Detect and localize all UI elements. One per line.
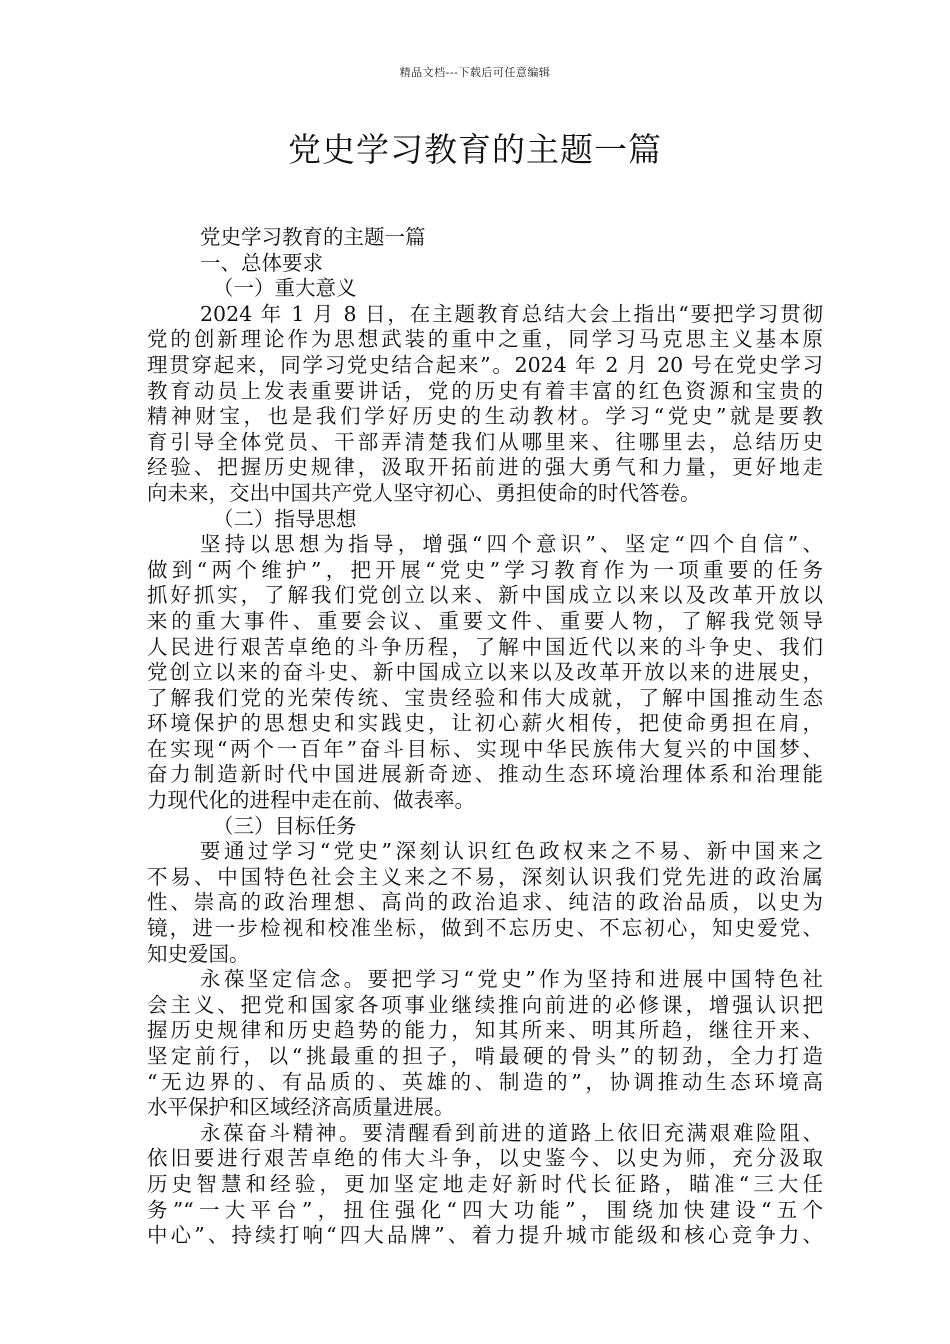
document-body [147, 225, 823, 1249]
body-line: 握历史规律和历史趋势的能力，知其所来、明其所趋，继往开来、 [147, 1018, 823, 1043]
body-line: 务”“一大平台”，扭住强化“四大功能”，围绕加快建设“五个 [147, 1197, 823, 1222]
body-line: 做到“两个维护”，把开展“党史”学习教育作为一项重要的任务 [147, 557, 823, 582]
body-line: 来的重大事件、重要会议、重要文件、重要人物，了解我党领导 [147, 608, 823, 633]
header-note: 精品文档---下载后可任意编辑 [399, 66, 551, 79]
body-line: 教育动员上发表重要讲话，党的历史有着丰富的红色资源和宝贵的 [147, 378, 823, 403]
body-line: 一、总体要求 [200, 250, 323, 275]
body-line: 中心”、持续打响“四大品牌”、着力提升城市能级和核心竞争力、 [147, 1223, 823, 1248]
body-line: 性、崇高的政治理想、高尚的政治追求、纯洁的政治品质，以史为 [147, 890, 823, 915]
body-line: 党史学习教育的主题一篇 [200, 225, 426, 249]
body-line: 不易、中国特色社会主义来之不易，深刻认识我们党先进的政治属 [147, 864, 823, 889]
body-line: 理贯穿起来，同学习党史结合起来”。2024 年 2 月 20 号在党史学习 [147, 352, 823, 377]
body-line: 环境保护的思想史和实践史，让初心薪火相传，把使命勇担在肩， [147, 711, 823, 736]
body-line: 坚持以思想为指导，增强“四个意识”、坚定“四个自信”、 [200, 532, 823, 557]
body-line: 知史爱国。 [147, 941, 250, 966]
body-line: 2024 年 1 月 8 日，在主题教育总结大会上指出“要把学习贯彻 [200, 301, 823, 326]
body-line: 在实现“两个一百年”奋斗目标、实现中华民族伟大复兴的中国梦、 [147, 736, 823, 761]
body-line: 党创立以来的奋斗史、新中国成立以来以及改革开放以来的进展史， [147, 660, 823, 685]
body-line: 经验、把握历史规律，汲取开拓前进的强大勇气和力量，更好地走 [147, 455, 823, 480]
document-title: 党史学习教育的主题一篇 [288, 130, 662, 169]
body-line: 水平保护和区域经济高质量进展。 [147, 1095, 455, 1120]
body-line: （一）重大意义 [213, 276, 357, 301]
body-line: 永葆奋斗精神。要清醒看到前进的道路上依旧充满艰难险阻、 [200, 1120, 823, 1145]
body-line: 会主义、把党和国家各项事业继续推向前进的必修课，增强认识把 [147, 992, 823, 1017]
body-line: 向未来，交出中国共产党人坚守初心、勇担使命的时代答卷。 [147, 480, 701, 505]
body-line: 历史智慧和经验，更加坚定地走好新时代长征路，瞄准“三大任 [147, 1171, 823, 1196]
body-line: 力现代化的进程中走在前、做表率。 [147, 788, 475, 813]
body-line: “无边界的、有品质的、英雄的、制造的”，协调推动生态环境高 [147, 1069, 823, 1094]
body-line: 抓好抓实，了解我们党创立以来、新中国成立以来以及改革开放以 [147, 583, 823, 608]
body-line: 育引导全体党员、干部弄清楚我们从哪里来、往哪里去，总结历史 [147, 429, 823, 454]
body-line: 人民进行艰苦卓绝的斗争历程，了解中国近代以来的斗争史、我们 [147, 634, 823, 659]
body-line: （三）目标任务 [213, 813, 357, 838]
body-line: 了解我们党的光荣传统、宝贵经验和伟大成就，了解中国推动生态 [147, 685, 823, 710]
body-line: 精神财宝，也是我们学好历史的生动教材。学习“党史”就是要教 [147, 404, 823, 429]
body-line: 依旧要进行艰苦卓绝的伟大斗争，以史鉴今、以史为师，充分汲取 [147, 1146, 823, 1171]
body-line: 永葆坚定信念。要把学习“党史”作为坚持和进展中国特色社 [200, 967, 823, 992]
body-line: 镜，进一步检视和校准坐标，做到不忘历史、不忘初心，知史爱党、 [147, 916, 823, 941]
body-line: 坚定前行，以“挑最重的担子，啃最硬的骨头”的韧劲，全力打造 [147, 1044, 823, 1068]
body-line: （二）指导思想 [213, 506, 357, 531]
body-line: 要通过学习“党史”深刻认识红色政权来之不易、新中国来之 [200, 839, 823, 864]
body-line: 党的创新理论作为思想武装的重中之重，同学习马克思主义基本原 [147, 327, 823, 352]
body-line: 奋力制造新时代中国进展新奇迹、推动生态环境治理体系和治理能 [147, 762, 823, 787]
